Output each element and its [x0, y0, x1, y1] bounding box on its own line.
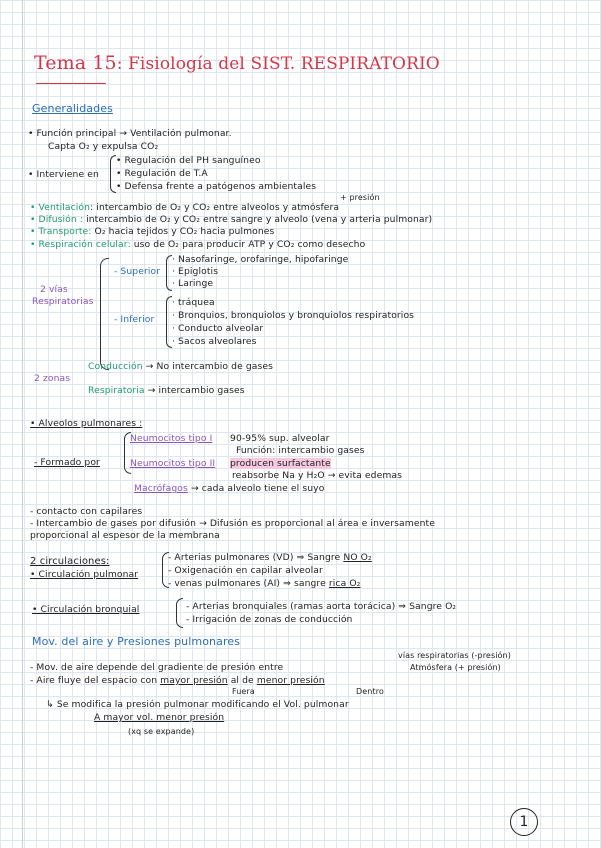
- note-modifica: ↳ Se modifica la presión pulmonar modificando el Vol. pulmonar: [46, 699, 349, 710]
- note-respiratoria: Respiratoria → intercambio gases: [88, 385, 245, 396]
- note-interviene: • Interviene en: [28, 169, 99, 180]
- label-circ-bronquial: • Circulación bronquial: [32, 604, 140, 615]
- note-mas-presion: + presión: [340, 193, 380, 202]
- margin-line: [22, 0, 23, 848]
- note-dentro: Dentro: [356, 687, 384, 696]
- note-ventilacion: • Ventilación: intercambio de O₂ y CO₂ entre alveolos y atmósfera: [30, 202, 340, 213]
- note-bronquios: · Bronquios, bronquiolos y bronquiolos respiratorios: [172, 310, 415, 321]
- note-xq: (xq se expande): [128, 727, 195, 736]
- note-vias-presion: vías respiratorias (-presión): [398, 651, 511, 660]
- note-neumo1-b: Función: intercambio gases: [236, 445, 365, 456]
- note-irrigacion: - Irrigación de zonas de conducción: [186, 614, 353, 625]
- label-2vias: 2 vías: [40, 284, 68, 295]
- note-mov1: - Mov. de aire depende del gradiente de presión entre: [30, 662, 284, 673]
- brace: [176, 598, 183, 628]
- page-title: Tema 15: Fisiología del SIST. RESPIRATORIO: [34, 52, 440, 74]
- note-respiracion: • Respiración celular: uso de O₂ para producir ATP y CO₂ como desecho: [30, 239, 366, 250]
- note-sacos: · Sacos alveolares: [172, 336, 257, 347]
- label-superior: - Superior: [114, 266, 161, 277]
- note-nasofaringe: · Nasofaringe, orofaringe, hipofaringe: [172, 254, 349, 265]
- title-underline: [36, 83, 106, 84]
- note-neumo1: Neumocitos tipo I: [130, 433, 213, 444]
- note-transporte: • Transporte: O₂ hacia tejidos y CO₂ hacia pulmones: [30, 226, 275, 237]
- note-difusion: • Difusión : intercambio de O₂ y CO₂ entre sangre y alveolo (vena y arteria pulmonar): [30, 214, 433, 225]
- note-alveolos: • Alveolos pulmonares :: [30, 418, 143, 429]
- note-contacto: - contacto con capilares: [30, 506, 143, 517]
- note-neumo2-b: reabsorbe Na y H₂O → evita edemas: [232, 470, 403, 481]
- note-oxigenacion: - Oxigenación en capilar alveolar: [168, 565, 323, 576]
- note-macrofagos: Macrófagos → cada alveolo tiene el suyo: [134, 483, 325, 494]
- note-laringe: · Laringe: [172, 278, 214, 289]
- label-circ-pulmonar: • Circulación pulmonar: [30, 569, 139, 580]
- note-conducto: · Conducto alveolar: [172, 323, 264, 334]
- note-funcion: • Función principal → Ventilación pulmonar.: [28, 128, 232, 139]
- label-2zonas: 2 zonas: [34, 373, 71, 384]
- page-number: 1: [510, 808, 538, 836]
- note-mov1b: Atmósfera (+ presión): [410, 663, 501, 672]
- note-defensa: • Defensa frente a patógenos ambientales: [116, 181, 317, 192]
- note-traquea: · tráquea: [172, 297, 215, 308]
- note-arterias-pulm: - Arterias pulmonares (VD) ⇒ Sangre NO O₂: [168, 552, 372, 563]
- brace: [100, 258, 109, 370]
- label-inferior: - Inferior: [114, 314, 155, 325]
- note-formado: - Formado por: [34, 457, 100, 468]
- section-mov-aire: Mov. del aire y Presiones pulmonares: [32, 635, 241, 648]
- note-neumo2-a: producen surfactante: [230, 458, 331, 469]
- note-mayor-vol: A mayor vol. menor presión: [94, 712, 225, 723]
- note-neumo1-a: 90-95% sup. alveolar: [230, 433, 330, 444]
- note-arterias-bronq: - Arterias bronquiales (ramas aorta torácica) ⇒ Sangre O₂: [186, 601, 457, 612]
- label-respiratorias: Respiratorias: [32, 296, 94, 307]
- note-intercambio1: - Intercambio de gases por difusión → Difusión es proporcional al área e inversamente: [30, 518, 435, 529]
- note-ph: • Regulación del PH sanguíneo: [116, 155, 261, 166]
- note-ta: • Regulación de T.A: [116, 168, 208, 179]
- note-conduccion: Conducción → No intercambio de gases: [88, 361, 274, 372]
- note-neumo2: Neumocitos tipo II: [130, 458, 216, 469]
- note-epiglotis: · Epiglotis: [172, 266, 219, 277]
- section-generalidades: Generalidades: [32, 102, 113, 115]
- note-mov2: - Aire fluye del espacio con mayor presión al de menor presión: [30, 675, 325, 686]
- note-capta: Capta O₂ y expulsa CO₂: [48, 141, 159, 152]
- note-intercambio2: proporcional al espesor de la membrana: [30, 530, 220, 541]
- label-circulaciones: 2 circulaciones:: [30, 556, 110, 567]
- note-venas-pulm: - venas pulmonares (AI) ⇒ sangre rica O₂: [168, 578, 361, 589]
- note-fuera: Fuera: [232, 687, 255, 696]
